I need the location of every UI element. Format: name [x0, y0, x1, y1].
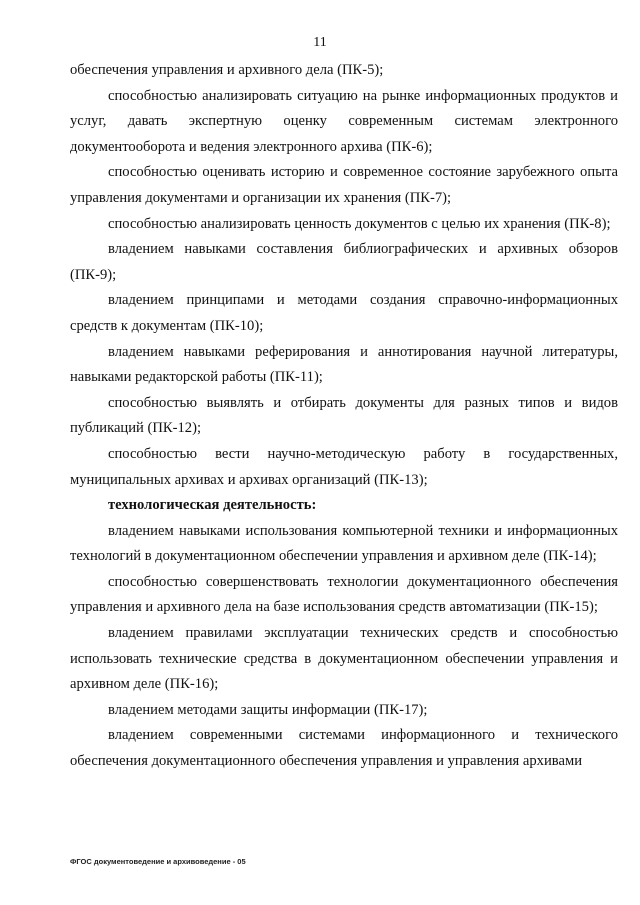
competency-pk-13: способностью вести научно-методическую работу в государственных, муниципальных архивах и архивах организаций (ПК-13);	[70, 445, 618, 488]
competency-pk-6: способностью анализировать ситуацию на рынке информационных продуктов и услуг, давать экспертную оценку современным системам электронного документооборота и ведения электронного архива (ПК-6);	[70, 87, 618, 155]
competency-pk-7: способностью оценивать историю и современное состояние зарубежного опыта управления документами и организации их хранения (ПК-7);	[70, 164, 618, 206]
competency-pk-14: владением навыками использования компьютерной техники и информационных технологий в документационном обеспечении управления и архивном деле (ПК-14);	[70, 522, 618, 565]
page-footer: ФГОС документоведение и архивоведение - 05	[70, 857, 246, 866]
competency-pk-10: владением принципами и методами создания справочно-информационных средств к документам (ПК-10);	[70, 292, 618, 334]
competency-pk-16: владением правилами эксплуатации технических средств и способностью использовать технические средства в документационном обеспечении управления и архивном деле (ПК-16);	[70, 625, 618, 693]
paragraph-continuation: обеспечения управления и архивного дела (ПК-5);	[70, 62, 384, 78]
competency-pk-18-partial: владением современными системами информационного и технического обеспечения документационного обеспечения управления и управления архивами	[70, 727, 618, 770]
competency-pk-12: способностью выявлять и отбирать документы для разных типов и видов публикаций (ПК-12);	[70, 394, 618, 437]
competency-pk-8: способностью анализировать ценность документов с целью их хранения (ПК-8);	[108, 215, 611, 232]
page-number: 11	[313, 35, 327, 50]
competency-pk-15: способностью совершенствовать технологии документационного обеспечения управления и архивного дела на базе использования средств автоматизации (ПК-15);	[70, 573, 618, 616]
body-text	[70, 58, 618, 775]
competency-pk-11: владением навыками реферирования и аннотирования научной литературы, навыками редакторской работы (ПК-11);	[70, 343, 618, 386]
section-heading-technological: технологическая деятельность:	[108, 497, 317, 514]
competency-pk-17: владением методами защиты информации (ПК-17);	[108, 701, 428, 718]
competency-pk-9: владением навыками составления библиографических и архивных обзоров (ПК-9);	[70, 241, 618, 283]
